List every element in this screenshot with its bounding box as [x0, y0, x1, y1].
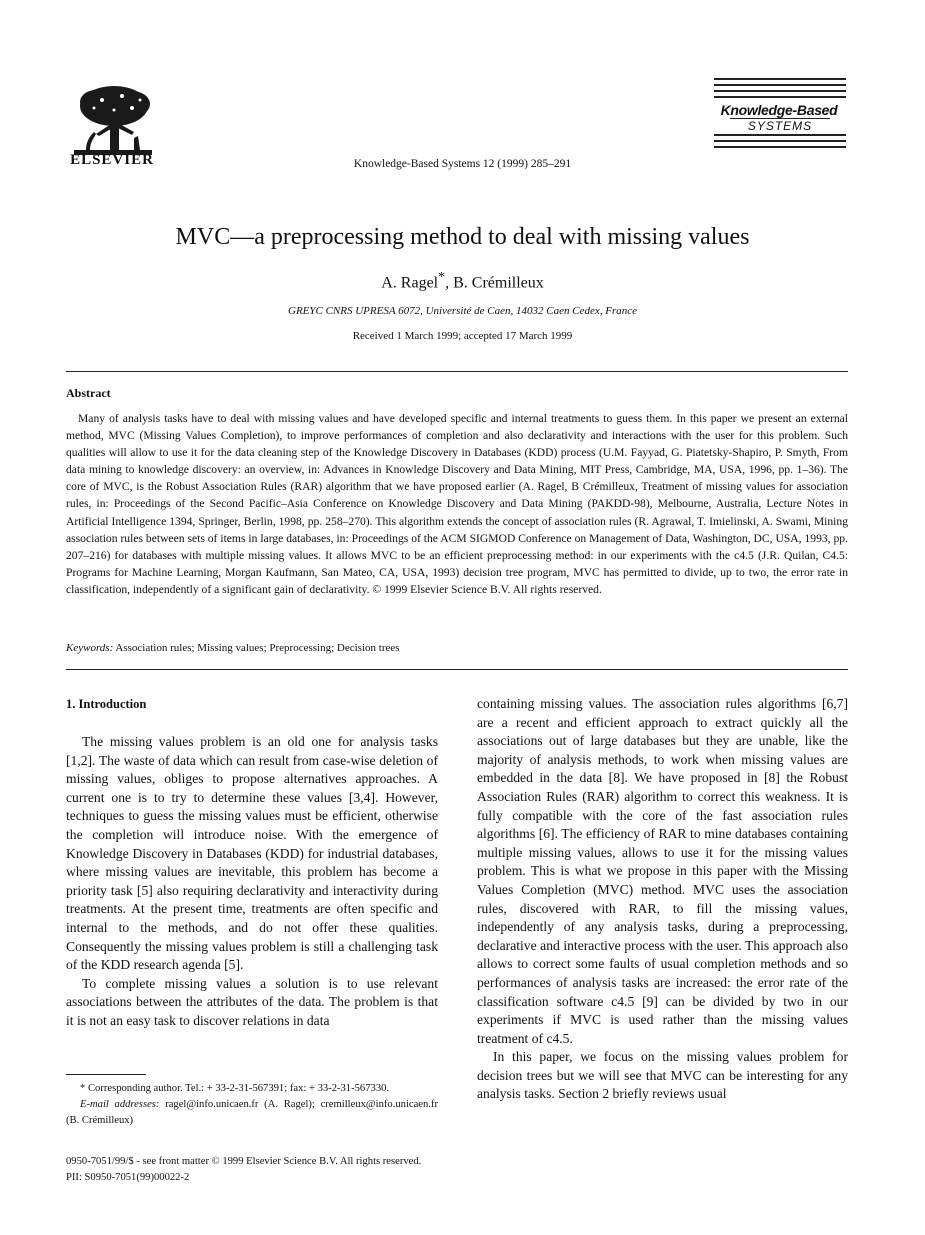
pii-line: PII: S0950-7051(99)00022-2	[66, 1172, 190, 1183]
logo-rule	[714, 140, 846, 142]
logo-rule	[714, 78, 846, 80]
email-label: E-mail addresses:	[80, 1099, 160, 1110]
received-dates: Received 1 March 1999; accepted 17 March 1999	[352, 330, 573, 342]
issn-line: 0950-7051/99/$ - see front matter © 1999 Elsevier Science B.V. All rights reserved.	[66, 1156, 422, 1167]
logo-rule	[714, 146, 846, 148]
email-addresses: ragel@info.unicaen.fr (A. Ragel); cremilleux@info.unicaen.fr (B. Crémilleux)	[66, 1099, 438, 1126]
author-name: B. Crémilleux	[453, 274, 544, 292]
keywords-list: Association rules; Missing values; Preprocessing; Decision trees	[113, 642, 400, 654]
journal-citation: Knowledge-Based Systems 12 (1999) 285–291	[353, 158, 572, 170]
author-list	[0, 270, 925, 292]
footnotes	[66, 1081, 438, 1129]
abstract-heading: Abstract	[66, 386, 111, 400]
corresponding-author-note: * Corresponding author. Tel.: + 33-2-31-567391; fax: + 33-2-31-567330.	[80, 1083, 390, 1094]
journal-logo-subtitle: SYSTEMS	[730, 118, 830, 133]
keywords	[66, 642, 400, 654]
paragraph: To complete missing values a solution is to use relevant associations between the attributes of the data. The problem is that it is not an easy task to discover relations in data	[66, 975, 438, 1028]
author-name: A. Ragel	[381, 274, 439, 292]
elsevier-wordmark: ELSEVIER	[70, 152, 154, 168]
divider	[66, 669, 848, 670]
paper-title: MVC—a preprocessing method to deal with missing values	[175, 224, 750, 250]
paragraph: In this paper, we focus on the missing values problem for decision trees but we will see that MVC can be interesting for any analysis tasks. Section 2 briefly reviews usual	[477, 1049, 848, 1102]
left-column	[66, 733, 438, 1031]
corresponding-author-mark: *	[438, 270, 446, 285]
right-column	[477, 695, 848, 1104]
footnote-rule	[66, 1074, 146, 1075]
logo-rule	[714, 90, 846, 92]
paragraph: The missing values problem is an old one for analysis tasks [1,2]. The waste of data which can result from case-wise deletion of missing values, obliges to propose alternatives approaches. A current one is to try to determine these values [3,4]. However, techniques to guess the missing values must be efficient, otherwise the completion will introduce noise. With the emergence of Knowledge Discovery in Databases (KDD) for industrial databases, where missing values are inevitable, this problem has become a priority task [5] also requiring declarativity and interactivity during treatments. At the present time, treatments are often specific and internal to the methods, and do not offer these qualities. Consequently the missing values problem is still a challenging task of the KDD research agenda [5].	[66, 734, 438, 973]
paragraph: containing missing values. The association rules algorithms [6,7] are a recent and efficient approach to extract quickly all the associations out of large databases but they are unable, like the majority of analysis methods, to work when missing values are embedded in the data [8]. We have proposed in [8] the Robust Association Rules (RAR) algorithm to correct this weakness. It is fully compatible with the core of the fast association rules algorithms [6]. The efficiency of RAR to mine databases containing multiple missing values, allows to use it for the missing values problem. This is what we propose in this paper with the Missing Values Completion (MVC) method. MVC uses the association rules, discovered with RAR, to fill the missing values, independently of any analysis tasks, during a preprocessing, declarative and interactive process with the user. This approach also allows to correct some faults of usual completion methods and so performances of analysis tasks are increased: the error rate of the classification software c4.5 [9] can be divided by two in our experiments if MVC is used rather than the missing values treatment of c4.5.	[477, 696, 848, 1046]
journal-logo-title: Knowledge-Based	[720, 102, 838, 118]
divider	[66, 371, 848, 372]
abstract-body: Many of analysis tasks have to deal with missing values and have developed specific and internal treatments to guess them. In this paper we present an external method, MVC (Missing Values Completion), to improve performances of completion and also declarativity and interactions with the user for this problem. Such qualities will allow to use it for the data cleaning step of the Knowledge Discovery in Databases (KDD) process (U.M. Fayyad, G. Piatetsky-Shapiro, P. Smyth, From data mining to knowledge discovery: an overview, in: Advances in Knowledge Discovery and Data Mining, MIT Press, Cambridge, MA, USA, 1996, pp. 1–36). The core of MVC, is the Robust Association Rules (RAR) algorithm that we have proposed earlier (A. Ragel, B Crémilleux, Treatment of missing values for association rules, in: Proceedings of the Second Pacific–Asia Conference on Knowledge Discovery and Data Mining (PAKDD-98), Melbourne, Australia, Lecture Notes in Artificial Intelligence 1394, Springer, Berlin, 1998, pp. 258–270). This algorithm extends the concept of association rules (R. Agrawal, T. Imielinski, A. Swami, Mining association rules between sets of items in large databases, in: Proceedings of the ACM SIGMOD Conference on Management of Data, Washington, DC, USA, 1993, pp. 207–216) for databases with multiple missing values. It allows MVC to be an efficient preprocessing method: in our experiments with the c4.5 (J.R. Quilan, C4.5: Programs for Machine Learning, Morgan Kaufmann, San Mateo, CA, USA, 1993) decision tree program, MVC has permitted to divide, up to two, the error rate in classification, independently of a significant gain of declarativity. © 1999 Elsevier Science B.V. All rights reserved.	[66, 412, 848, 596]
author-separator: ,	[445, 274, 454, 292]
affiliation: GREYC CNRS UPRESA 6072, Université de Caen, 14032 Caen Cedex, France	[288, 305, 637, 317]
logo-rule	[714, 84, 846, 86]
logo-rule	[714, 134, 846, 136]
copyright-issn	[66, 1154, 421, 1186]
email-note	[66, 1097, 438, 1129]
keywords-label: Keywords:	[66, 642, 114, 654]
section-heading: 1. Introduction	[66, 697, 147, 711]
